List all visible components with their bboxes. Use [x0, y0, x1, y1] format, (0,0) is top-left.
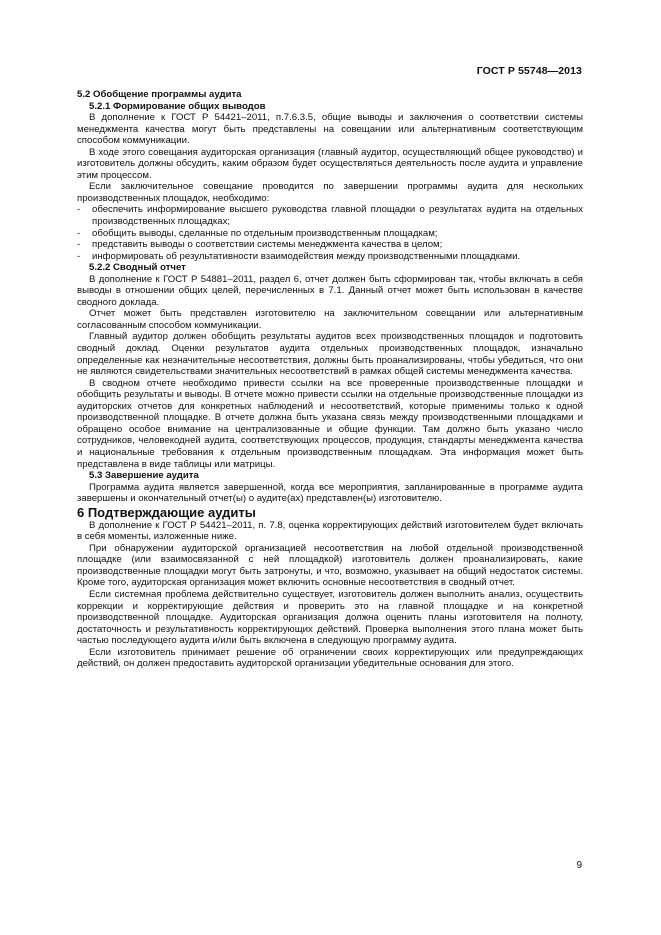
paragraph: В дополнение к ГОСТ Р 54421–2011, п.7.6.3.5, общие выводы и заключения о соответствии системы менеджмента качества могут быть представлены на совещании или альтернативным соответствующим способом коммуникации. [77, 112, 583, 147]
section-5-2-1-title: 5.2.1 Формирование общих выводов [89, 100, 266, 112]
standard-header: ГОСТ Р 55748—2013 [476, 65, 582, 77]
paragraph: Главный аудитор должен обобщить результаты аудитов всех производственных площадок и подготовить сводный доклад. Оценки результатов аудита отдельных производственных площадок, изначально определенные как незначительные несоответствия, должны быть проанализированы, чтобы убедиться, что они не являются свидетельствами значительных несоответствий в рамках общей системы менеджмента качества. [77, 331, 583, 378]
paragraph: В дополнение к ГОСТ Р 54881–2011, раздел 6, отчет должен быть сформирован так, чтобы включать в себя выводы в отношении общих целей, перечисленных в 7.1. Данный отчет может быть использован в качестве сводного доклада. [77, 273, 583, 308]
list-dash: - [77, 239, 81, 251]
list-item [77, 251, 583, 263]
list-dash: - [77, 250, 81, 262]
paragraph: При обнаружении аудиторской организацией несоответствия на любой отдельной производственной площадке (или взаимосвязанной с ней площадкой) изготовитель должен проанализировать, какие производственные площадки могут быть затронуты, и что, возможно, указывает на общий недостаток системы. Кроме того, аудиторская организация может включить основные несоответствия в сводный отчет. [77, 542, 583, 589]
paragraph: Если системная проблема действительно существует, изготовитель должен выполнить анализ, осуществить коррекции и корректирующие действия и проверить это на главной площадке и на конкретной производственной площадке. Аудиторская организация должна оценить планы изготовителя на полноту, достаточность и результативность корректирующих действий. Проверка выполнения этого плана может быть частью последующего аудита и/или быть включена в следующую программу аудита. [77, 588, 583, 647]
list-item-text: обобщить выводы, сделанные по отдельным производственным площадкам; [92, 227, 438, 239]
section-5-2-2-title: 5.2.2 Сводный отчет [89, 262, 186, 274]
section-5-2-title: 5.2 Обобщение программы аудита [77, 89, 242, 100]
list-dash: - [77, 227, 81, 239]
list-item [77, 228, 583, 240]
list-item-text: обеспечить информирование высшего руководства главной площадки о результатах аудита на отдельных производственных площадках; [92, 204, 583, 228]
paragraph: Отчет может быть представлен изготовителю на заключительном совещании или альтернативным согласованным способом коммуникации. [77, 308, 583, 331]
list-item-text: информировать об результативности взаимодействия между производственными площадками. [92, 250, 521, 262]
section-5-3-title: 5.3 Завершение аудита [89, 470, 199, 482]
list-item-text: представить выводы о соответствии системы менеджмента качества в целом; [92, 239, 443, 251]
list-item [77, 204, 583, 227]
paragraph: Если изготовитель принимает решение об ограничении своих корректирующих или предупреждающих действий, он должен предоставить аудиторской организации убедительные основания для этого. [77, 646, 583, 670]
section-6-title: 6 Подтверждающие аудиты [77, 504, 256, 520]
paragraph: В ходе этого совещания аудиторская организация (главный аудитор, осуществляющий общее руководство) и изготовитель должны обсудить, каким образом будет осуществляться деятельность после аудита и управление этим процессом. [77, 146, 583, 181]
list-dash: - [77, 204, 81, 216]
document-body [77, 89, 583, 670]
paragraph: В сводном отчете необходимо привести ссылки на все проверенные производственные площадки и обобщить результаты и выводы. В отчете можно привести ссылки на отдельные производственные площадки из аудиторских отчетов для конкретных наблюдений и несоответствий, которые применимы только к одной производственной площадке. В отчете должна быть указана связь между производственными площадками и обращено особое внимание на централизованные и общие функции. Там должно быть указано число сотрудников, человекодней аудита, соответствующих процессов, продукция, стандарты менеджмента качества и национальные требования к отдельным производственным площадкам. Эта информация может быть представлена в виде таблицы или матрицы. [77, 377, 583, 470]
list-item [77, 239, 583, 251]
paragraph: Программа аудита является завершенной, когда все мероприятия, запланированные в программе аудита завершены и окончательный отчет(ы) о аудите(ах) представлен(ы) изготовителю. [77, 481, 583, 505]
page-number: 9 [576, 860, 582, 871]
paragraph: В дополнение к ГОСТ Р 54421–2011, п. 7.8, оценка корректирующих действий изготовителем будет включать в себя моменты, изложенные ниже. [77, 519, 583, 543]
paragraph: Если заключительное совещание проводится по завершении программы аудита для нескольких производственных площадок, необходимо: [77, 181, 583, 204]
